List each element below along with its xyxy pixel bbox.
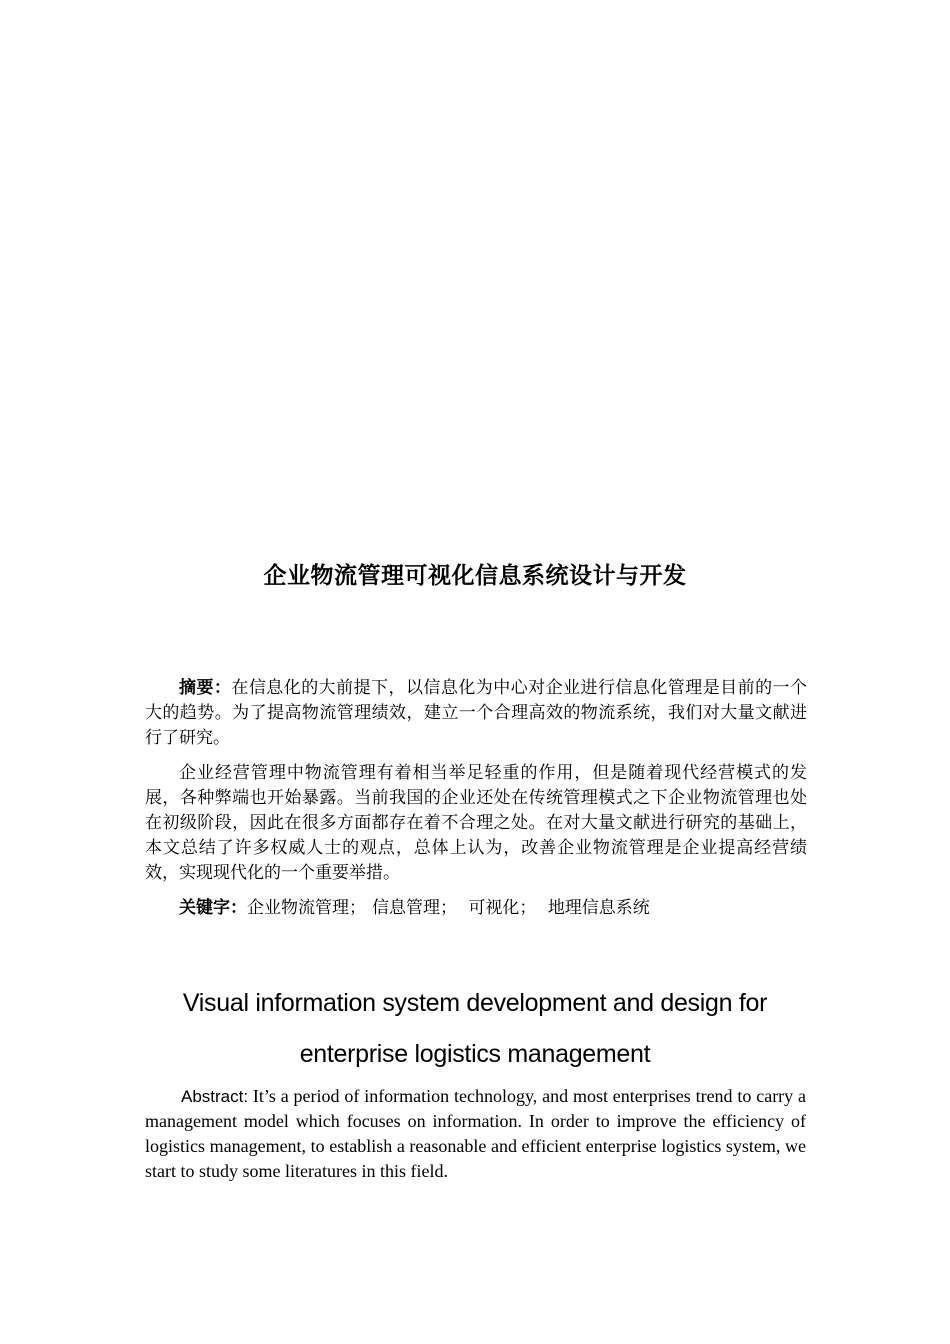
keyword-item: 地理信息系统	[547, 898, 650, 918]
english-abstract-paragraph	[145, 1084, 806, 1184]
chinese-abstract-section	[145, 676, 807, 931]
abstract-label: 摘要：	[179, 678, 232, 698]
keyword-item: 企业物流管理；	[247, 898, 366, 918]
keyword-item: 可视化；	[468, 898, 537, 918]
english-abstract-text: It’s a period of information technology, and most enterprises trend to carry a management model which focuses on information. In order to improve the efficiency of logistics management, to establish a reasonable and efficient enterprise logistics system, we start to study some literatures in this field.	[145, 1086, 806, 1181]
english-title	[0, 978, 950, 1080]
keywords-line	[145, 896, 807, 921]
keyword-item: 信息管理；	[372, 898, 457, 918]
chinese-title: 企业物流管理可视化信息系统设计与开发	[263, 563, 687, 589]
english-title-line-1: Visual information system development and design for	[182, 989, 768, 1017]
keywords-label: 关键字：	[179, 898, 247, 918]
english-title-line-2: enterprise logistics management	[299, 1040, 651, 1068]
english-abstract-section	[145, 1084, 806, 1184]
english-abstract-label: Abstract:	[181, 1087, 249, 1106]
abstract-paragraph-1	[145, 676, 807, 751]
abstract-paragraph-2: 企业经营管理中物流管理有着相当举足轻重的作用，但是随着现代经营模式的发展，各种弊端也开始暴露。当前我国的企业还处在传统管理模式之下企业物流管理也处在初级阶段，因此在很多方面都存在着不合理之处。在对大量文献进行研究的基础上，本文总结了许多权威人士的观点，总体上认为，改善企业物流管理是企业提高经营绩效，实现现代化的一个重要举措。	[145, 763, 807, 883]
abstract-text-1: 在信息化的大前提下，以信息化为中心对企业进行信息化管理是目前的一个大的趋势。为了提高物流管理绩效，建立一个合理高效的物流系统，我们对大量文献进行了研究。	[145, 678, 808, 748]
